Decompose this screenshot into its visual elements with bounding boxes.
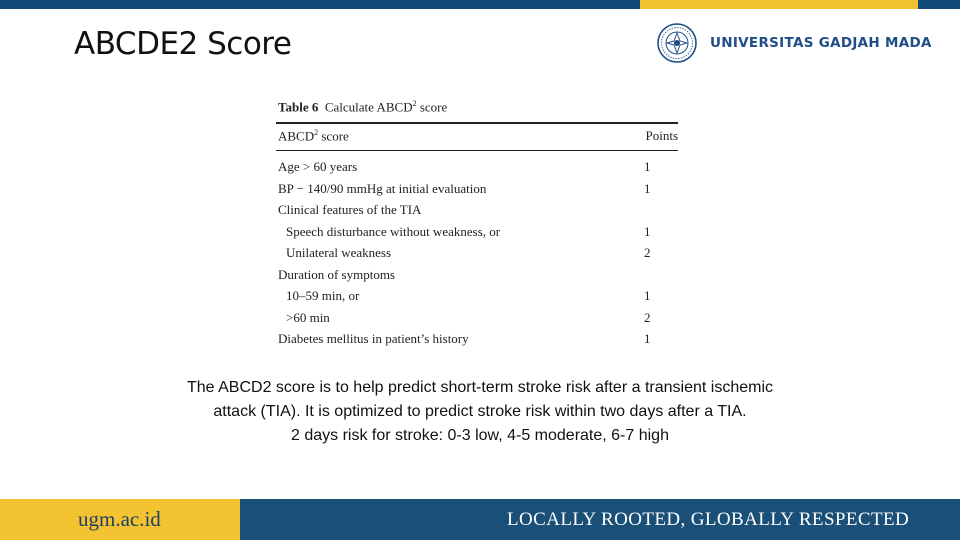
- table-header-suffix: score: [318, 128, 349, 144]
- row-label: Unilateral weakness: [286, 245, 392, 260]
- row-label: Age > 60 years: [278, 159, 358, 174]
- row-label: >60 min: [286, 309, 330, 325]
- row-points: 1: [644, 288, 651, 303]
- table-row: [278, 310, 678, 330]
- top-accent-bar-navy: [0, 0, 640, 9]
- table-row: [278, 224, 678, 244]
- row-label: 10–59 min, or: [286, 288, 360, 303]
- table-row: [278, 267, 678, 287]
- table-row: [278, 202, 678, 222]
- table-header-rule: [276, 150, 678, 151]
- footer-url: ugm.ac.id: [78, 507, 161, 531]
- table-row: [278, 159, 678, 179]
- row-label: Clinical features of the TIA: [278, 202, 422, 217]
- university-logo: [656, 22, 932, 64]
- university-name: UNIVERSITAS GADJAH MADA: [710, 35, 932, 51]
- row-label: BP − 140/90 mmHg at initial evaluation: [278, 180, 487, 196]
- slide-title: ABCDE2 Score: [74, 26, 292, 62]
- top-accent-bar-navy-end: [918, 0, 960, 9]
- description-text: [120, 376, 840, 448]
- description-line-3: 2 days risk for stroke: 0-3 low, 4-5 moderate, 6-7 high: [291, 427, 669, 444]
- row-points: 1: [644, 223, 651, 239]
- footer-tagline: LOCALLY ROOTED, GLOBALLY RESPECTED: [507, 509, 910, 530]
- table-header-points: Points: [645, 128, 678, 143]
- table-caption: [278, 99, 447, 115]
- table-header-sup: 2: [314, 128, 319, 137]
- university-seal-icon: [656, 22, 698, 64]
- table-row: [278, 245, 678, 265]
- table-row: [278, 288, 678, 308]
- row-label: Diabetes mellitus in patient’s history: [278, 331, 469, 346]
- row-points: 1: [644, 159, 651, 174]
- table-caption-sup: 2: [412, 99, 417, 108]
- table-header-row: [278, 128, 678, 144]
- row-points: 1: [644, 180, 651, 196]
- table-caption-text: Calculate ABCD: [324, 99, 413, 115]
- description-line-1: The ABCD2 score is to help predict short-term stroke risk after a transient ischemic: [187, 379, 773, 396]
- row-points: 1: [644, 331, 651, 346]
- table-row: [278, 181, 678, 201]
- row-points: 2: [644, 245, 651, 260]
- table-top-rule: [276, 122, 678, 124]
- table-header-label: ABCD: [278, 128, 315, 144]
- row-label: Duration of symptoms: [278, 266, 395, 282]
- row-label: Speech disturbance without weakness, or: [286, 223, 501, 239]
- row-points: 2: [644, 309, 651, 325]
- table-caption-number: Table 6: [278, 99, 319, 115]
- description-line-2: attack (TIA). It is optimized to predict stroke risk within two days after a TIA.: [213, 403, 747, 420]
- table-row: [278, 331, 678, 351]
- abcd2-score-table: [276, 96, 680, 356]
- top-accent-bar-gold: [640, 0, 918, 9]
- table-caption-suffix: score: [416, 99, 448, 115]
